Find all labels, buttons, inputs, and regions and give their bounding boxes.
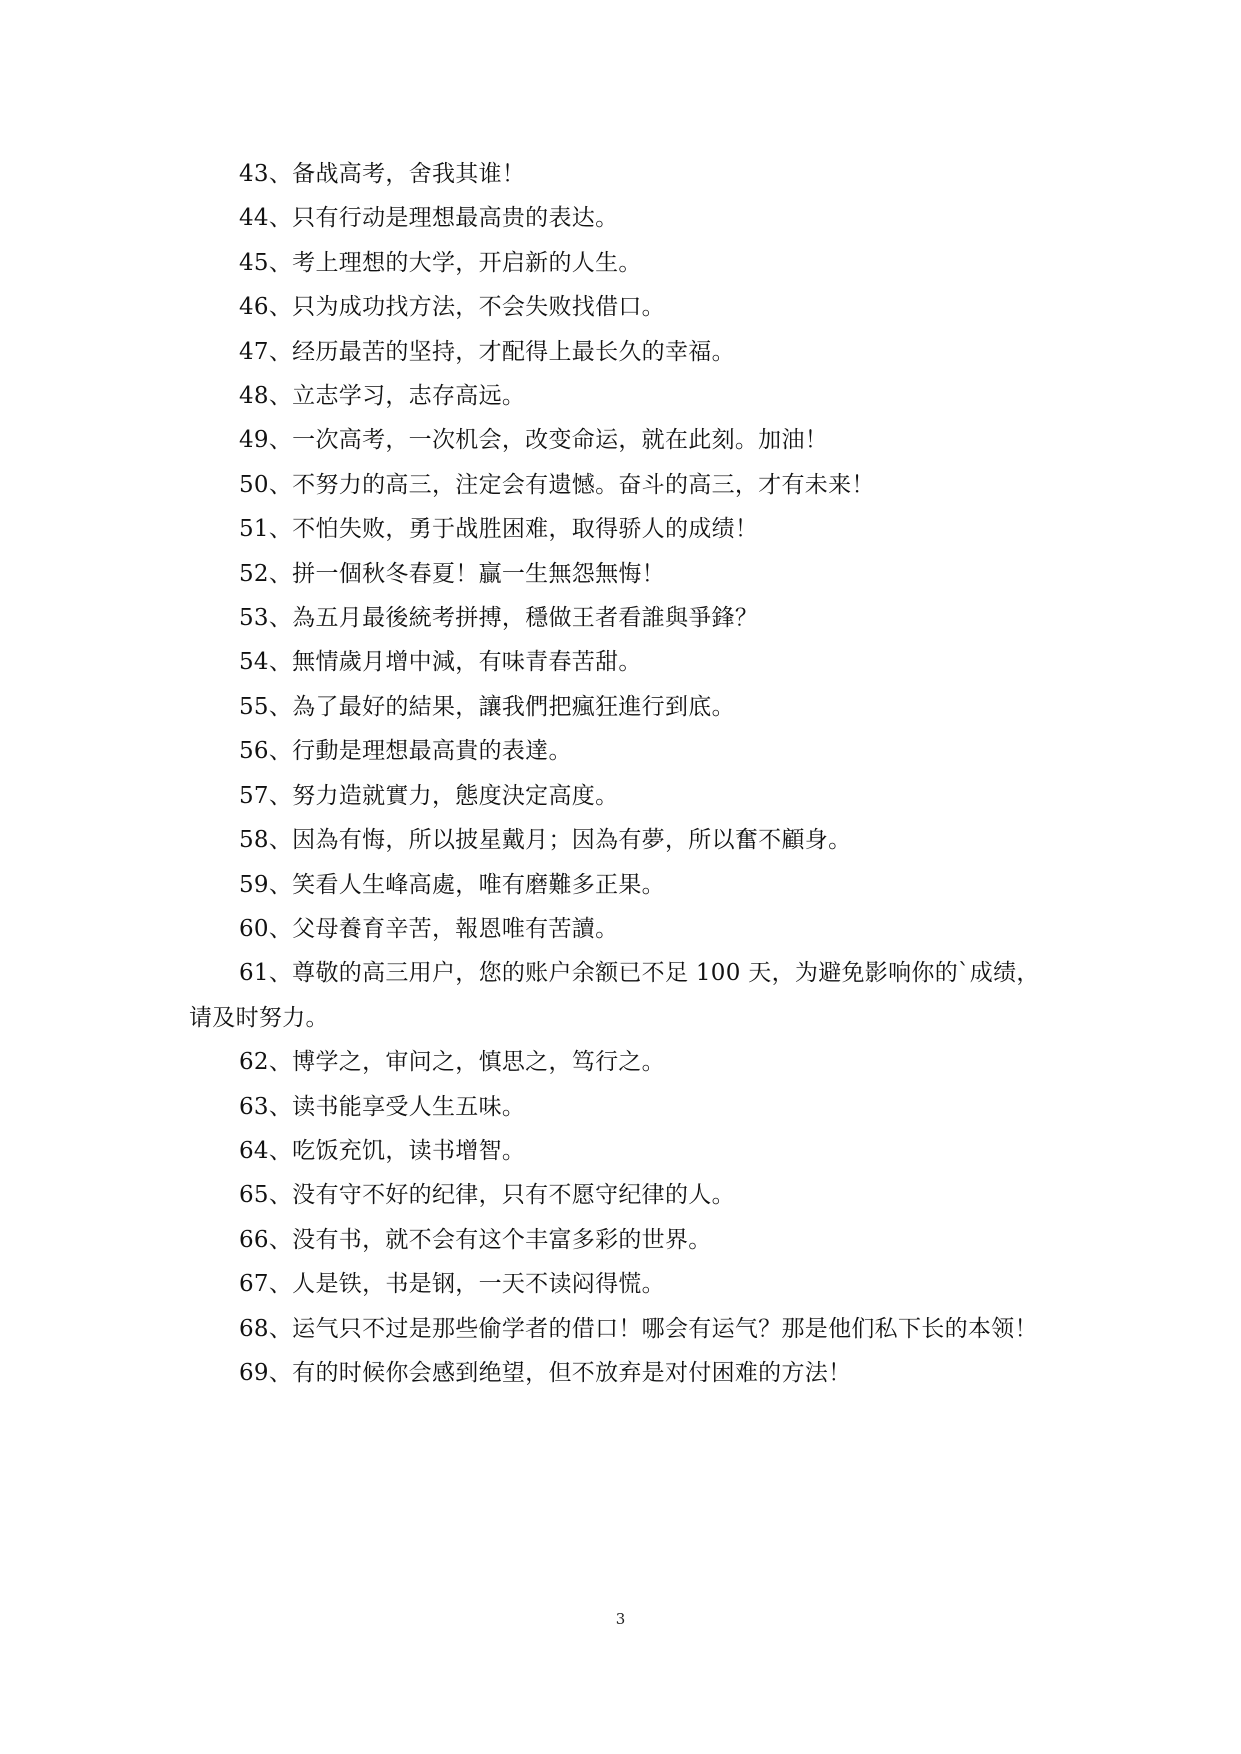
paragraph-54: 54、無情歲月增中減，有味青春苦甜。 <box>239 649 642 676</box>
paragraph-47: 47、经历最苦的坚持，才配得上最长久的幸福。 <box>239 338 735 365</box>
paragraph-43: 43、备战高考，舍我其谁！ <box>239 161 526 187</box>
paragraph-44: 44、只有行动是理想最高贵的表达。 <box>239 205 619 232</box>
paragraph-61: 61、尊敬的高三用户，您的账户余额已不足 100 天，为避免影响你的`成绩，请及时努力。 <box>189 960 1040 1031</box>
paragraph-56: 56、行動是理想最高貴的表達。 <box>239 738 572 765</box>
paragraph-58: 58、因為有悔，所以披星戴月；因為有夢，所以奮不顧身。 <box>239 827 852 854</box>
paragraph-68: 68、运气只不过是那些偷学者的借口！哪会有运气？那是他们私下长的本领！ <box>239 1315 1038 1342</box>
paragraph-49: 49、一次高考，一次机会，改变命运，就在此刻。加油！ <box>239 427 829 454</box>
page-number: 3 <box>615 1610 626 1628</box>
paragraph-63: 63、读书能享受人生五味。 <box>239 1093 526 1120</box>
paragraph-52: 52、拼一個秋冬春夏！贏一生無怨無悔！ <box>239 560 665 587</box>
paragraph-57: 57、努力造就實力，態度決定高度。 <box>239 782 619 809</box>
paragraph-59: 59、笑看人生峰高處，唯有磨難多正果。 <box>239 871 665 898</box>
paragraph-67: 67、人是铁，书是钢，一天不读闷得慌。 <box>239 1271 665 1298</box>
paragraph-46: 46、只为成功找方法，不会失败找借口。 <box>239 294 665 321</box>
paragraph-69: 69、有的时候你会感到绝望，但不放弃是对付困难的方法！ <box>239 1359 852 1386</box>
paragraph-45: 45、考上理想的大学，开启新的人生。 <box>239 249 642 276</box>
paragraph-48: 48、立志学习，志存高远。 <box>239 383 526 410</box>
paragraph-53: 53、為五月最後統考拼搏，穩做王者看誰與爭鋒？ <box>239 605 759 632</box>
paragraph-62: 62、博学之，审问之，慎思之，笃行之。 <box>239 1049 665 1076</box>
body-text <box>189 152 1051 1395</box>
paragraph-65: 65、没有守不好的纪律，只有不愿守纪律的人。 <box>239 1182 735 1209</box>
paragraph-50: 50、不努力的高三，注定会有遗憾。奋斗的高三，才有未来！ <box>239 471 875 498</box>
paragraph-64: 64、吃饭充饥，读书增智。 <box>239 1137 526 1164</box>
paragraph-51: 51、不怕失败，勇于战胜困难，取得骄人的成绩！ <box>239 516 759 543</box>
paragraph-60: 60、父母養育辛苦，報恩唯有苦讀。 <box>239 915 619 942</box>
paragraph-55: 55、為了最好的結果，讓我們把瘋狂進行到底。 <box>239 693 735 720</box>
paragraph-66: 66、没有书，就不会有这个丰富多彩的世界。 <box>239 1226 712 1253</box>
